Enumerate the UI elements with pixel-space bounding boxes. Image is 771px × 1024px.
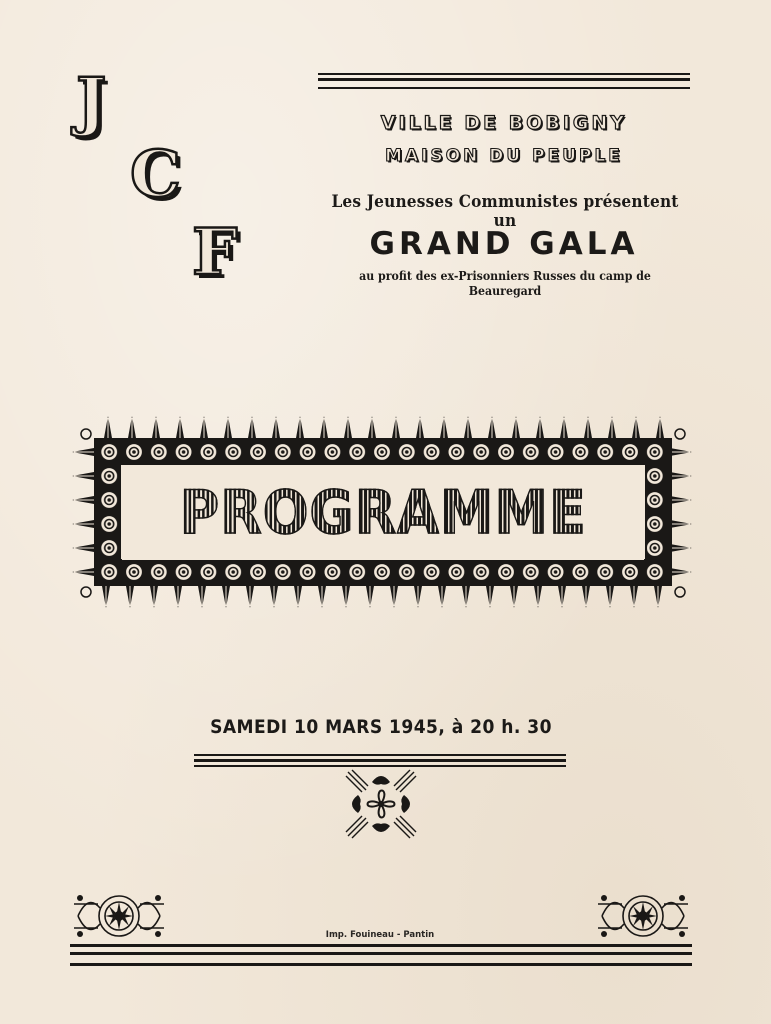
bottom-rule-divider xyxy=(70,944,692,966)
programme-title: PROGRAMME xyxy=(179,478,587,548)
quatrefoil-ornament-icon xyxy=(342,766,420,842)
event-title: GRAND GALA xyxy=(369,226,639,262)
top-rule-divider xyxy=(318,73,690,89)
ville-heading: VILLE DE BOBIGNY xyxy=(380,112,628,134)
maison-heading: MAISON DU PEUPLE xyxy=(385,146,623,166)
rosette-ornament-icon xyxy=(594,890,692,942)
programme-panel xyxy=(122,466,644,560)
beneficiary-line: au profit des ex-Prisonniers Russes du camp de Beauregard xyxy=(359,268,651,298)
rosette-ornament-icon xyxy=(70,890,168,942)
monogram-letter-c: C xyxy=(130,137,181,212)
printer-imprint: Imp. Fouineau - Pantin xyxy=(325,930,435,940)
presenters-line: Les Jeunesses Communistes présentent un xyxy=(331,192,679,230)
monogram-letter-f: F xyxy=(192,215,238,290)
monogram-letter-j: J xyxy=(76,64,107,139)
event-date: SAMEDI 10 MARS 1945, à 20 h. 30 xyxy=(210,716,552,738)
